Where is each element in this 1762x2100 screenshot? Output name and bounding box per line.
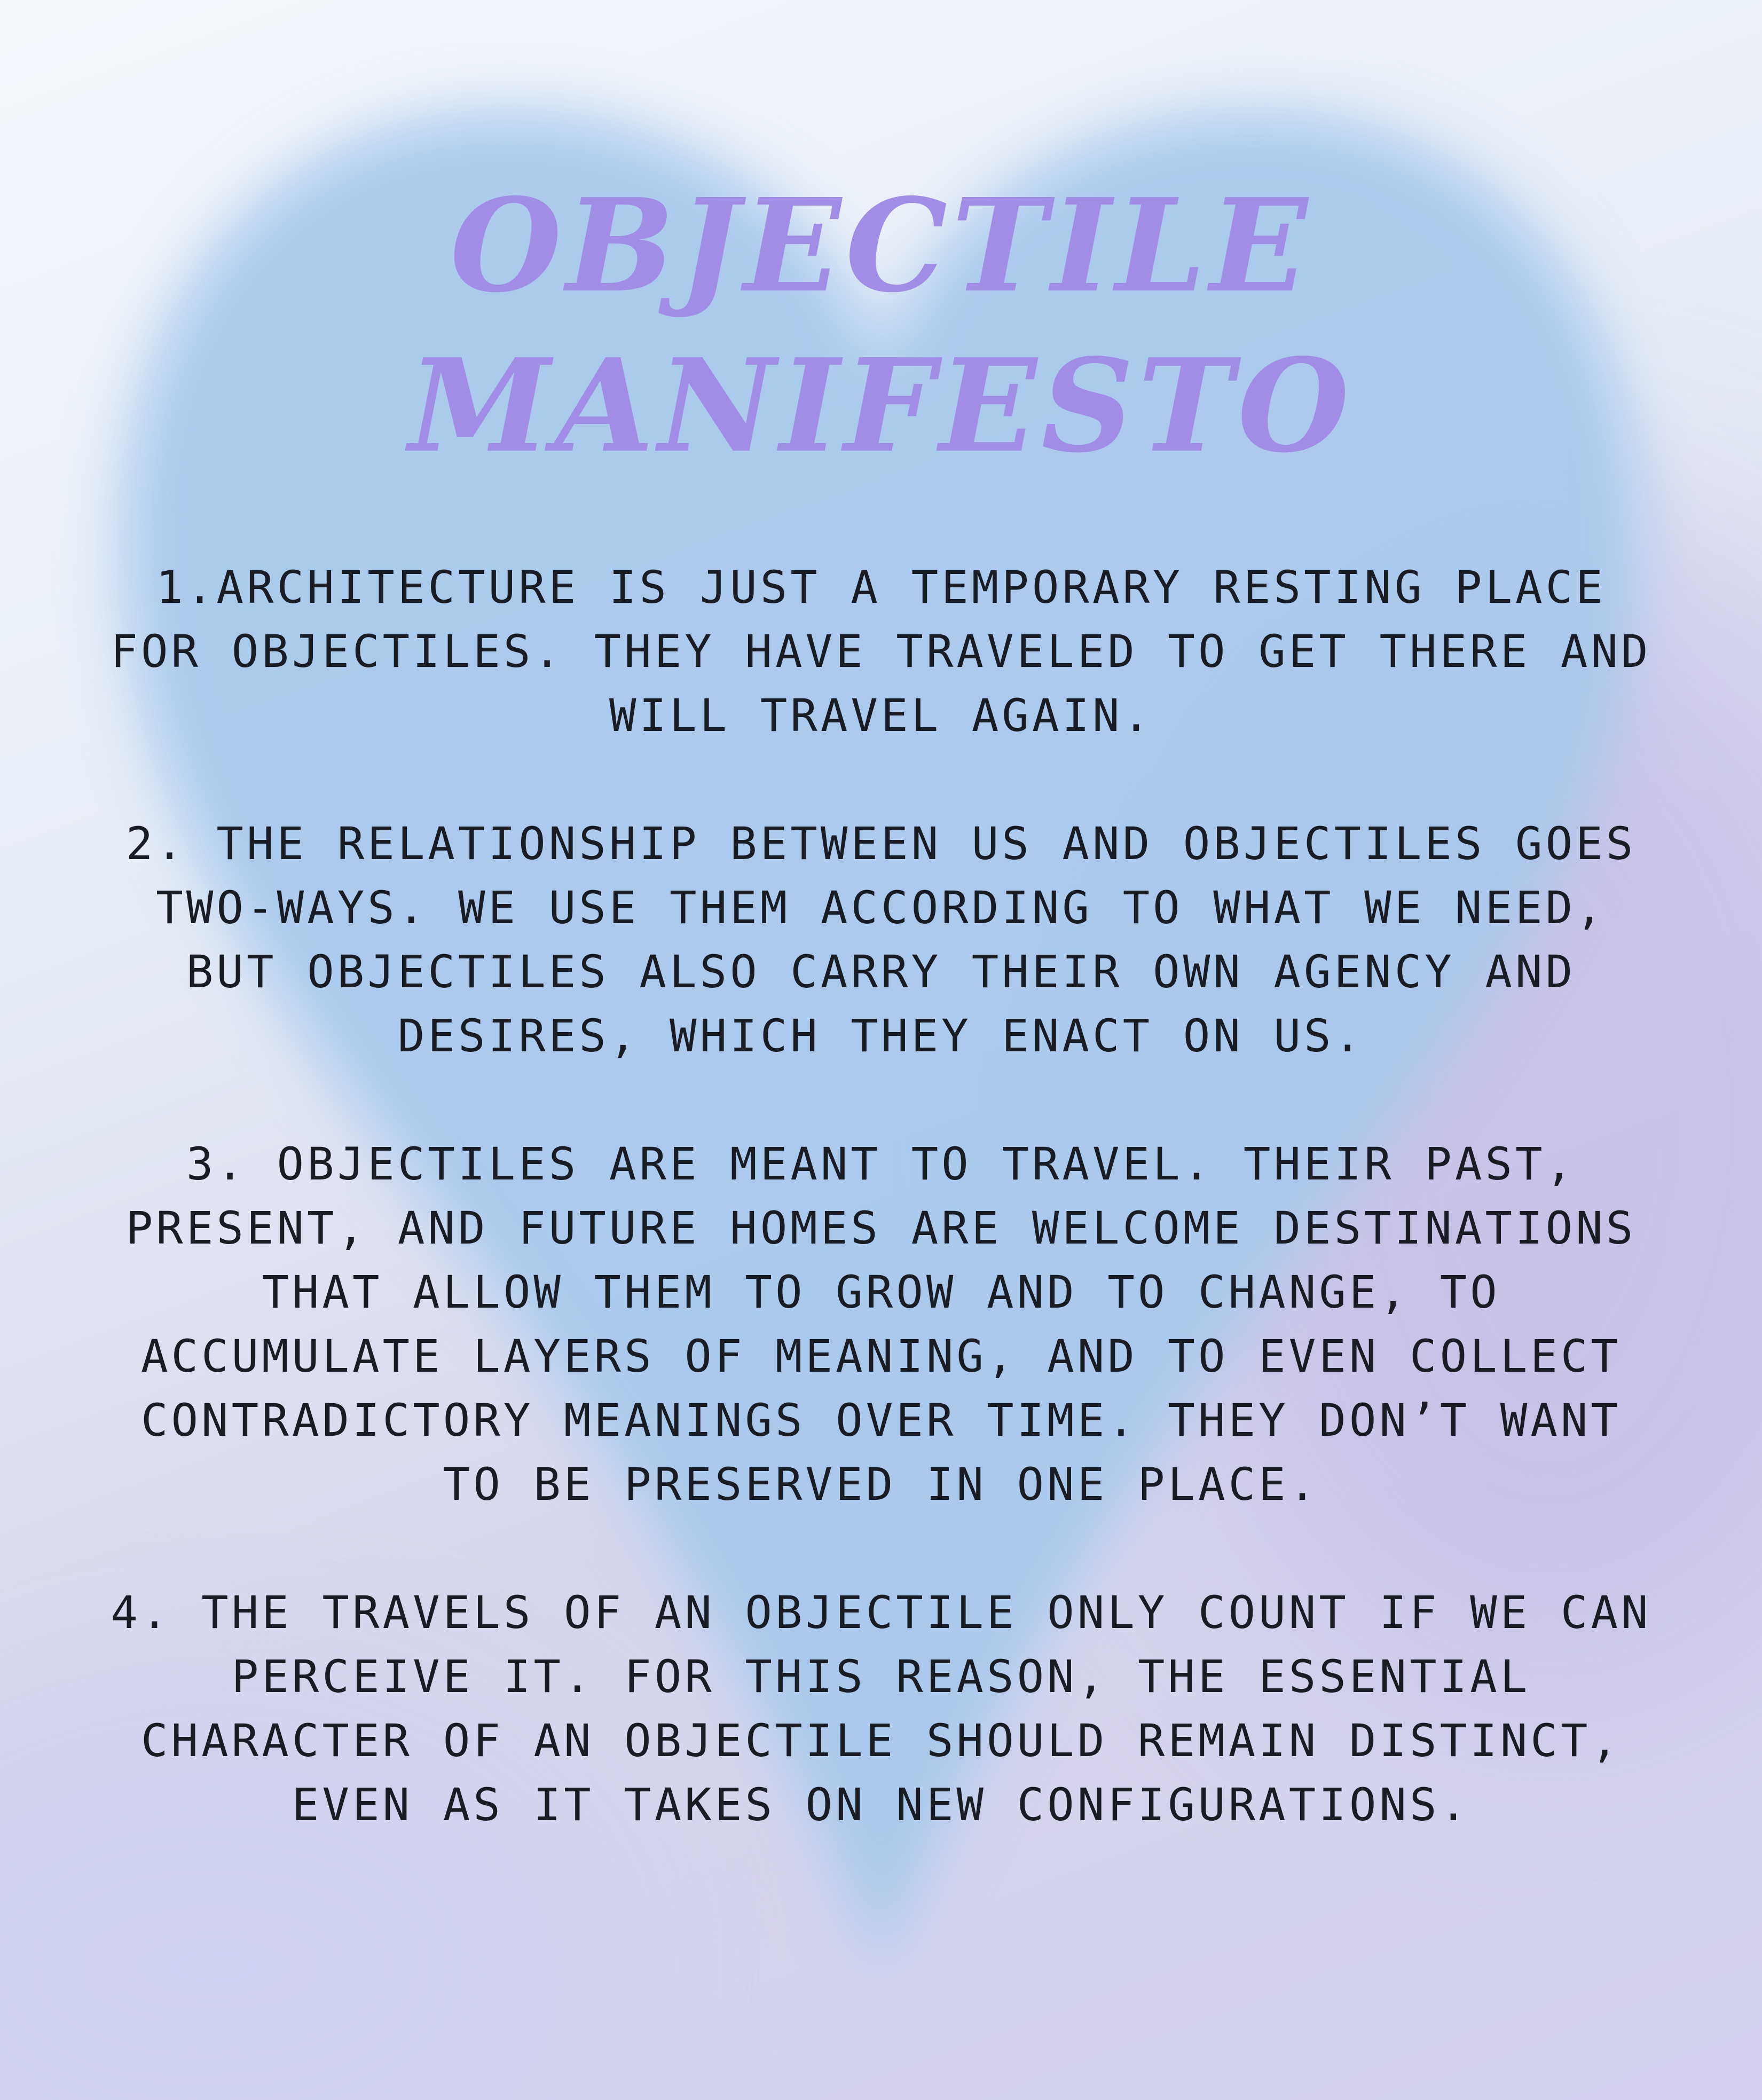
title-line-1: OBJECTILE (450, 170, 1312, 321)
manifesto-point-4: 4. THE TRAVELS OF AN OBJECTILE ONLY COUNT IF WE CAN PERCEIVE IT. FOR THIS REASON, THE ESSENTIAL CHARACTER OF AN OBJECTILE SHOULD REMAIN DISTINCT, EVEN AS IT TAKES ON NEW CONFIGURATIONS. (111, 1586, 1651, 1831)
manifesto-points (96, 555, 1666, 1837)
page-title (0, 166, 1762, 486)
manifesto-point-3: 3. OBJECTILES ARE MEANT TO TRAVEL. THEIR PAST, PRESENT, AND FUTURE HOMES ARE WELCOME DESTINATIONS THAT ALLOW THEM TO GROW AND TO CHANGE, TO ACCUMULATE LAYERS OF MEANING, AND TO EVEN COLLECT CONTRADICTORY MEANINGS OVER TIME. THEY DON’T WANT TO BE PRESERVED IN ONE PLACE. (125, 1138, 1637, 1511)
manifesto-point-1: 1.ARCHITECTURE IS JUST A TEMPORARY RESTING PLACE FOR OBJECTILES. THEY HAVE TRAVELED TO GET THERE AND WILL TRAVEL AGAIN. (111, 561, 1651, 742)
title-line-2: MANIFESTO (408, 331, 1354, 481)
manifesto-point-2: 2. THE RELATIONSHIP BETWEEN US AND OBJECTILES GOES TWO-WAYS. WE USE THEM ACCORDING TO WHAT WE NEED, BUT OBJECTILES ALSO CARRY THEIR OWN AGENCY AND DESIRES, WHICH THEY ENACT ON US. (125, 817, 1637, 1062)
